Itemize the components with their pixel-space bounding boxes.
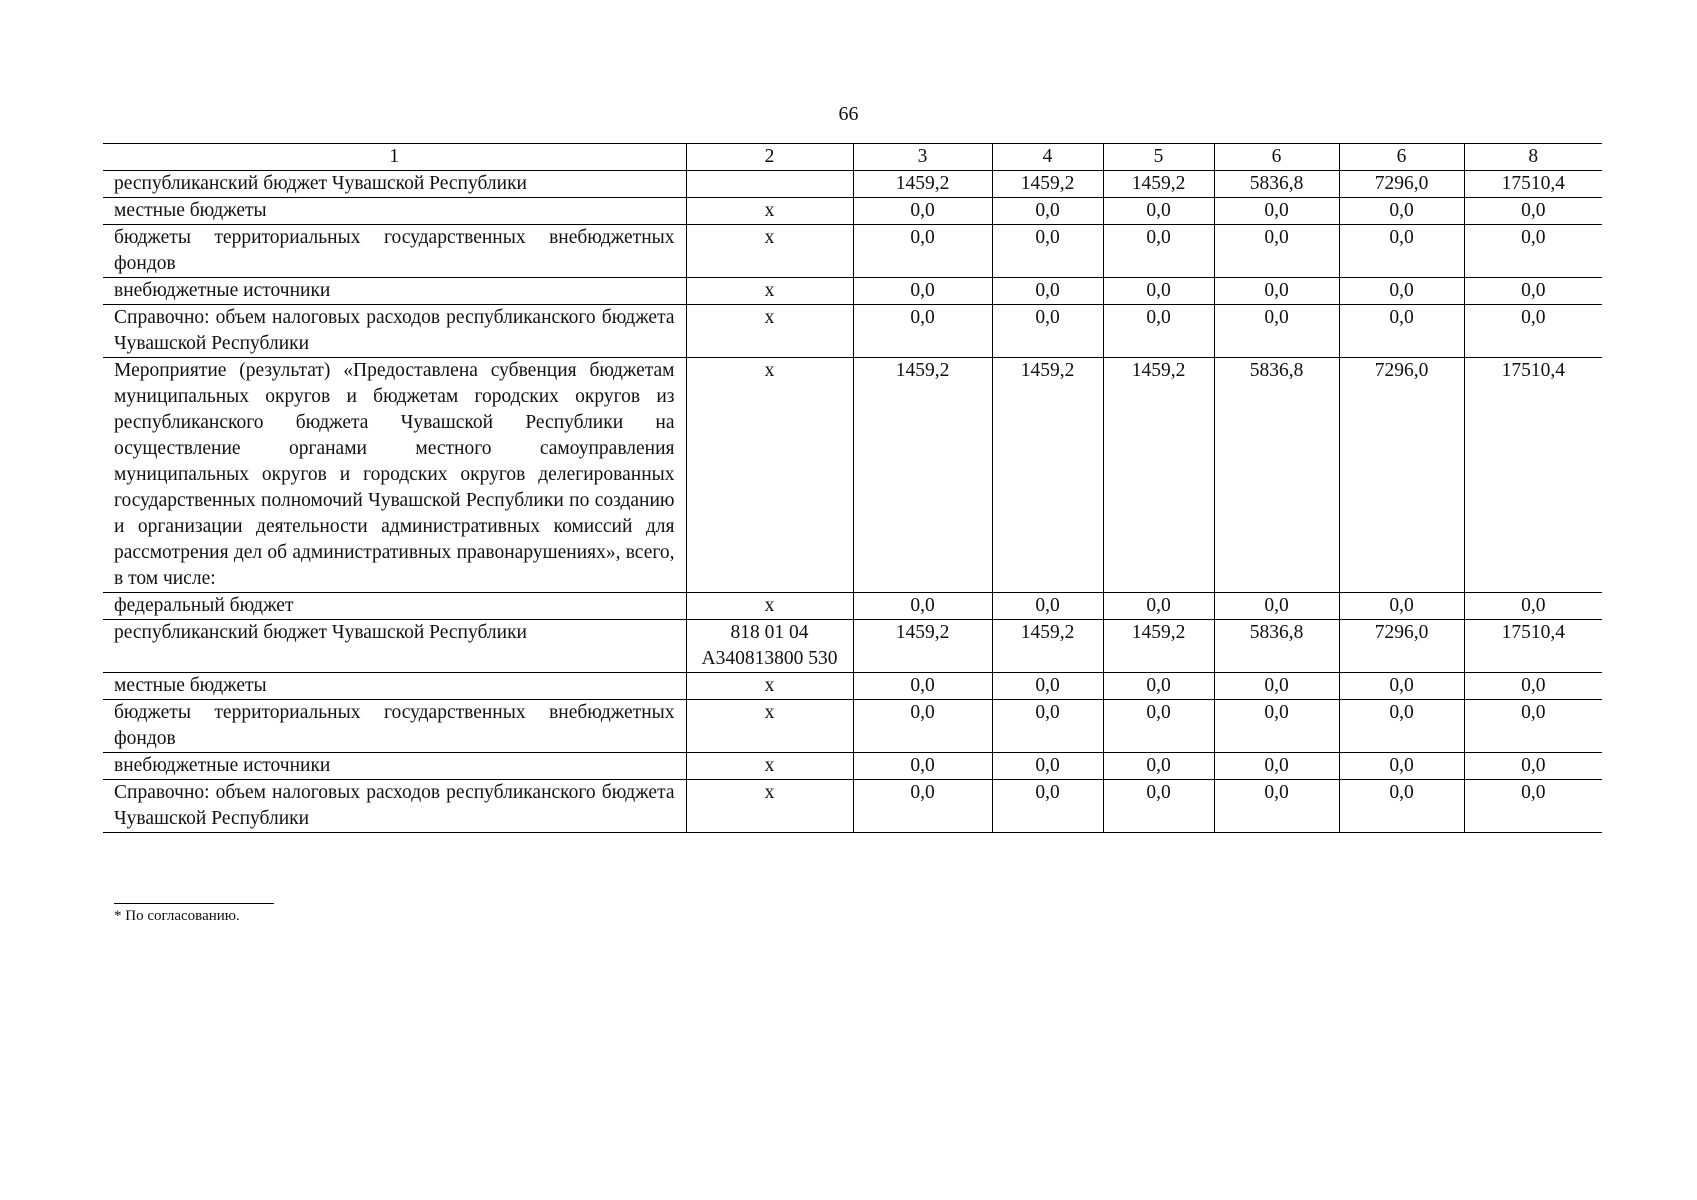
value-cell: 7296,0 <box>1339 171 1464 198</box>
value-cell: 0,0 <box>992 305 1103 358</box>
value-cell: 0,0 <box>992 753 1103 780</box>
row-label: Справочно: объем налоговых расходов республиканского бюджета Чувашской Республики <box>103 305 686 358</box>
value-cell: 5836,8 <box>1214 620 1339 673</box>
value-cell: 0,0 <box>853 753 992 780</box>
value-cell: 0,0 <box>1214 753 1339 780</box>
table-row <box>103 593 1602 620</box>
value-cell: 1459,2 <box>853 620 992 673</box>
footnote: * По согласованию. <box>114 908 240 924</box>
value-cell: 1459,2 <box>992 358 1103 593</box>
row-label: местные бюджеты <box>103 198 686 225</box>
value-cell: 1459,2 <box>992 171 1103 198</box>
value-cell: 0,0 <box>1214 673 1339 700</box>
value-cell: 0,0 <box>1103 305 1214 358</box>
value-cell: 0,0 <box>1464 753 1602 780</box>
value-cell: 0,0 <box>853 673 992 700</box>
table-row <box>103 358 1602 593</box>
budget-code: x <box>686 700 853 753</box>
budget-code: x <box>686 358 853 593</box>
value-cell: 0,0 <box>853 700 992 753</box>
value-cell: 0,0 <box>853 225 992 278</box>
budget-code: x <box>686 753 853 780</box>
value-cell: 0,0 <box>1214 700 1339 753</box>
column-header: 2 <box>686 144 853 171</box>
value-cell: 0,0 <box>1103 198 1214 225</box>
row-label: республиканский бюджет Чувашской Республики <box>103 620 686 673</box>
value-cell: 0,0 <box>853 305 992 358</box>
value-cell: 17510,4 <box>1464 358 1602 593</box>
value-cell: 1459,2 <box>992 620 1103 673</box>
budget-code: x <box>686 198 853 225</box>
value-cell: 0,0 <box>1103 753 1214 780</box>
value-cell: 0,0 <box>1214 593 1339 620</box>
budget-code: x <box>686 780 853 833</box>
column-header: 4 <box>992 144 1103 171</box>
table-row <box>103 620 1602 673</box>
table-header-row <box>103 144 1602 171</box>
value-cell: 0,0 <box>1339 198 1464 225</box>
value-cell: 0,0 <box>1464 673 1602 700</box>
budget-code: x <box>686 305 853 358</box>
value-cell: 0,0 <box>1339 753 1464 780</box>
table-row <box>103 673 1602 700</box>
value-cell: 0,0 <box>1464 198 1602 225</box>
value-cell: 0,0 <box>853 780 992 833</box>
table-row <box>103 753 1602 780</box>
value-cell: 0,0 <box>1103 593 1214 620</box>
value-cell: 0,0 <box>992 278 1103 305</box>
value-cell: 0,0 <box>1464 700 1602 753</box>
budget-code: 818 01 04 А340813800 530 <box>686 620 853 673</box>
value-cell: 1459,2 <box>853 358 992 593</box>
value-cell: 0,0 <box>992 593 1103 620</box>
value-cell: 0,0 <box>1103 278 1214 305</box>
row-label: Мероприятие (результат) «Предоставлена субвенция бюджетам муниципальных округов и бюджетам городских округов из республиканского бюджета Чувашской Республики на осуществление органами местного самоуправления муниципальных округов и городских округов делегированных государственных полномочий Чувашской Республики по созданию и организации деятельности административных комиссий для рассмотрения дел об административных правонарушениях», всего, в том числе: <box>103 358 686 593</box>
column-header: 6 <box>1339 144 1464 171</box>
row-label: внебюджетные источники <box>103 753 686 780</box>
value-cell: 0,0 <box>992 198 1103 225</box>
table-row <box>103 198 1602 225</box>
value-cell: 0,0 <box>1339 305 1464 358</box>
value-cell: 0,0 <box>1339 673 1464 700</box>
table-row <box>103 780 1602 833</box>
table-row <box>103 171 1602 198</box>
value-cell: 0,0 <box>1214 278 1339 305</box>
table-row <box>103 700 1602 753</box>
budget-code <box>686 171 853 198</box>
value-cell: 17510,4 <box>1464 620 1602 673</box>
footnote-rule <box>114 903 274 904</box>
value-cell: 0,0 <box>1214 305 1339 358</box>
value-cell: 0,0 <box>1464 278 1602 305</box>
value-cell: 5836,8 <box>1214 358 1339 593</box>
value-cell: 1459,2 <box>1103 358 1214 593</box>
value-cell: 0,0 <box>1339 700 1464 753</box>
budget-code: x <box>686 673 853 700</box>
value-cell: 0,0 <box>853 593 992 620</box>
value-cell: 0,0 <box>992 700 1103 753</box>
row-label: республиканский бюджет Чувашской Республики <box>103 171 686 198</box>
row-label: Справочно: объем налоговых расходов республиканского бюджета Чувашской Республики <box>103 780 686 833</box>
column-header: 8 <box>1464 144 1602 171</box>
value-cell: 0,0 <box>1103 673 1214 700</box>
budget-code: x <box>686 278 853 305</box>
value-cell: 7296,0 <box>1339 620 1464 673</box>
column-header: 3 <box>853 144 992 171</box>
value-cell: 0,0 <box>1214 225 1339 278</box>
value-cell: 5836,8 <box>1214 171 1339 198</box>
row-label: федеральный бюджет <box>103 593 686 620</box>
value-cell: 0,0 <box>992 673 1103 700</box>
value-cell: 0,0 <box>1103 225 1214 278</box>
column-header: 6 <box>1214 144 1339 171</box>
row-label: местные бюджеты <box>103 673 686 700</box>
value-cell: 1459,2 <box>1103 171 1214 198</box>
value-cell: 0,0 <box>1339 225 1464 278</box>
value-cell: 0,0 <box>1339 278 1464 305</box>
value-cell: 0,0 <box>1464 593 1602 620</box>
value-cell: 0,0 <box>1339 593 1464 620</box>
row-label: бюджеты территориальных государственных внебюджетных фондов <box>103 700 686 753</box>
budget-code: x <box>686 593 853 620</box>
value-cell: 7296,0 <box>1339 358 1464 593</box>
budget-code: x <box>686 225 853 278</box>
budget-table <box>103 143 1602 833</box>
value-cell: 0,0 <box>1464 225 1602 278</box>
table-row <box>103 225 1602 278</box>
value-cell: 1459,2 <box>853 171 992 198</box>
table-body <box>103 144 1602 833</box>
row-label: бюджеты территориальных государственных внебюджетных фондов <box>103 225 686 278</box>
table-row <box>103 278 1602 305</box>
value-cell: 0,0 <box>1214 780 1339 833</box>
value-cell: 0,0 <box>1464 780 1602 833</box>
value-cell: 0,0 <box>853 198 992 225</box>
value-cell: 0,0 <box>1103 780 1214 833</box>
value-cell: 0,0 <box>992 780 1103 833</box>
value-cell: 0,0 <box>1339 780 1464 833</box>
value-cell: 0,0 <box>1103 700 1214 753</box>
row-label: внебюджетные источники <box>103 278 686 305</box>
column-header: 5 <box>1103 144 1214 171</box>
value-cell: 0,0 <box>1214 198 1339 225</box>
table-row <box>103 305 1602 358</box>
value-cell: 17510,4 <box>1464 171 1602 198</box>
page-number: 66 <box>838 103 859 125</box>
value-cell: 0,0 <box>992 225 1103 278</box>
value-cell: 0,0 <box>1464 305 1602 358</box>
column-header: 1 <box>103 144 686 171</box>
value-cell: 0,0 <box>853 278 992 305</box>
value-cell: 1459,2 <box>1103 620 1214 673</box>
